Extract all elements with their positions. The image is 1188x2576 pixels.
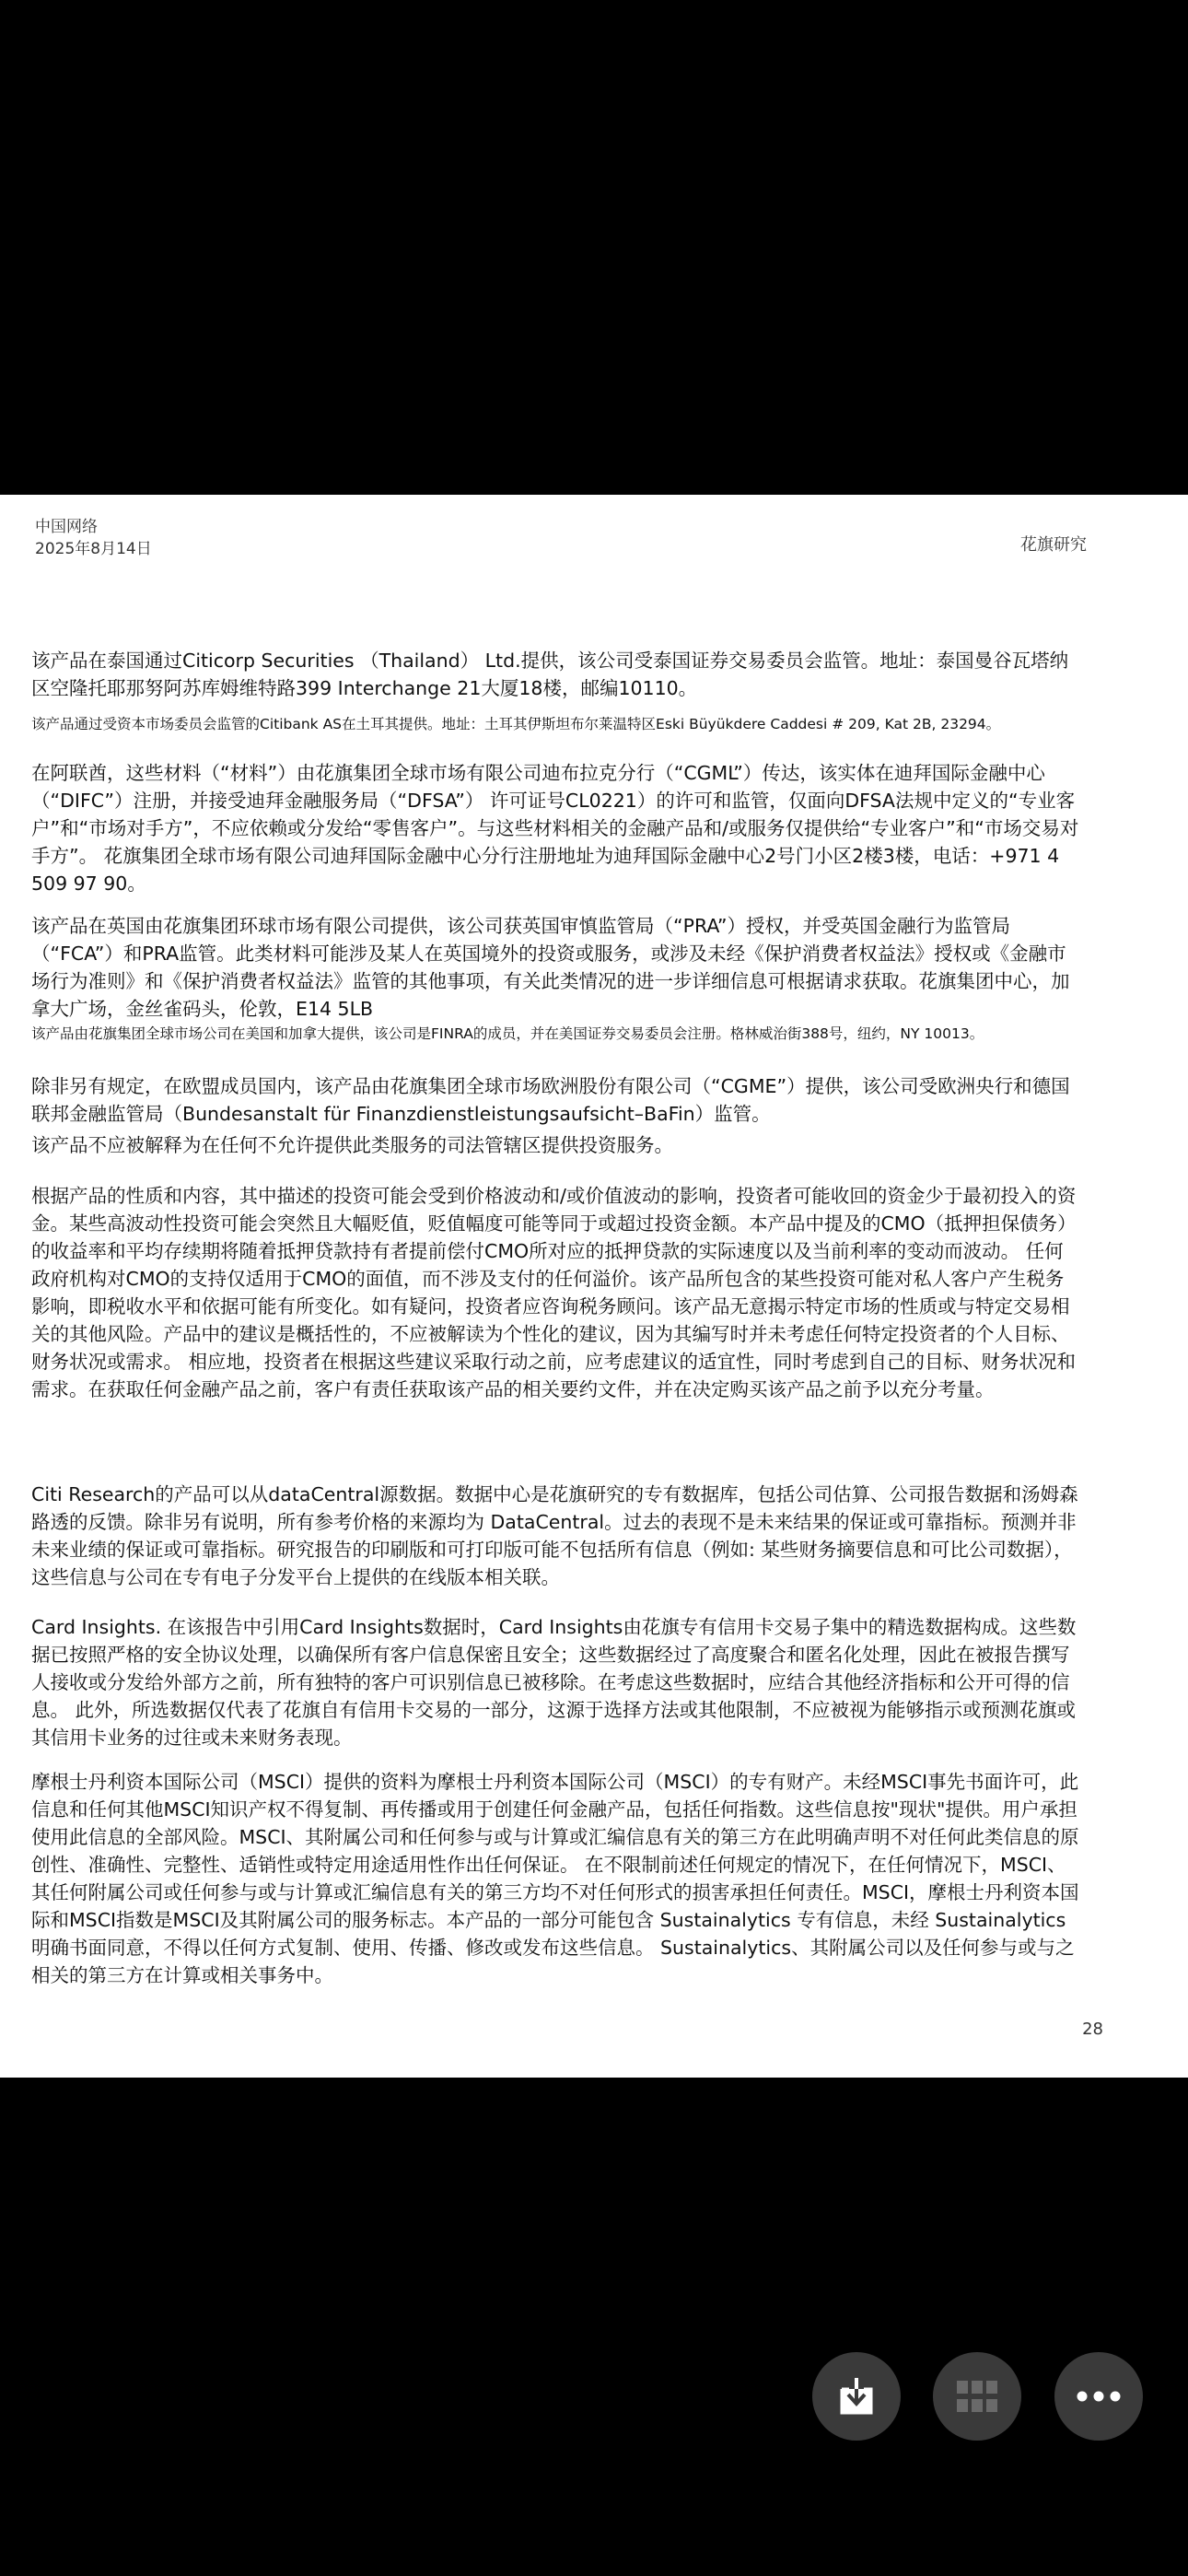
paragraph-uae: 在阿联酋，这些材料（“材料”）由花旗集团全球市场有限公司迪布拉克分行（“CGML”）传达，该实体在迪拜国际金融中心（“DIFC”）注册，并接受迪拜金融服务局（“DFSA”） 许可证号CL0221）的许可和监管，仅面向DFSA法规中定义的“专业客户”和“市场对手方”，不应依赖或分发给“零售客户”。与这些材料相关的金融产品和/或服务仅提供给“专业客户”和“市场交易对手方”。 花旗集团全球市场有限公司迪拜国际金融中心分行注册地址为迪拜国际金融中心2号门小区2楼3楼，电话：+971 4 509 97 90。 <box>31 762 1079 895</box>
page-number: 28 <box>1082 2020 1103 2039</box>
document-page <box>0 495 1188 2078</box>
header-publisher: 花旗研究 <box>1020 535 1087 555</box>
grid-view-icon <box>957 2381 997 2412</box>
page-header-left <box>35 516 152 560</box>
paragraph-us-canada: 该产品由花旗集团全球市场公司在美国和加拿大提供，该公司是FINRA的成员，并在美国证券交易委员会注册。格林威治街388号，纽约，NY 10013。 <box>31 1025 984 1042</box>
header-date: 2025年8月14日 <box>35 540 152 558</box>
save-to-device-icon <box>836 2376 877 2417</box>
paragraph-thailand: 该产品在泰国通过Citicorp Securities （Thailand） Ltd.提供，该公司受泰国证券交易委员会监管。地址：泰国曼谷瓦塔纳区空隆托耶那努阿苏库姆维特路399 Interchange 21大厦18楼，邮编10110。 <box>31 650 1069 699</box>
paragraph-citi-research: Citi Research的产品可以从dataCentral源数据。数据中心是花旗研究的专有数据库，包括公司估算、公司报告数据和汤姆森路透的反馈。除非另有说明，所有参考价格的来源均为 DataCentral。过去的表现不是未来结果的保证或可靠指标。预测并非未来业绩的保证或可靠指标。研究报告的印刷版和可打印版可能不包括所有信息（例如: 某些财务摘要信息和可比公司数据），这些信息与公司在专有电子分发平台上提供的在线版本相关联。 <box>31 1483 1078 1588</box>
paragraph-risk: 根据产品的性质和内容，其中描述的投资可能会受到价格波动和/或价值波动的影响，投资者可能收回的资金少于最初投入的资金。某些高波动性投资可能会突然且大幅贬值，贬值幅度可能等同于或超过投资金额。本产品中提及的CMO（抵押担保债务）的收益率和平均存续期将随着抵押贷款持有者提前偿付CMO所对应的抵押贷款的实际速度以及当前利率的变动而波动。 任何政府机构对CMO的支持仅适用于CMO的面值，而不涉及支付的任何溢价。该产品所包含的某些投资可能对私人客户产生税务影响，即税收水平和依据可能有所变化。如有疑问，投资者应咨询税务顾问。该产品无意揭示特定市场的性质或与特定交易相关的其他风险。产品中的建议是概括性的，不应被解读为个性化的建议，因为其编写时并未考虑任何特定投资者的个人目标、财务状况或需求。 相应地，投资者在根据这些建议采取行动之前，应考虑建议的适宜性，同时考虑到自己的目标、财务状况和需求。在获取任何金融产品之前，客户有责任获取该产品的相关要约文件，并在决定购买该产品之前予以充分考量。 <box>31 1185 1077 1400</box>
paragraph-eu: 除非另有规定，在欧盟成员国内，该产品由花旗集团全球市场欧洲股份有限公司（“CGME”）提供，该公司受欧洲央行和德国联邦金融监管局（Bundesanstalt für Finanzdienstleistungsaufsicht–BaFin）监管。 <box>31 1075 1070 1125</box>
save-button[interactable] <box>812 2352 901 2441</box>
paragraph-uk: 该产品在英国由花旗集团环球市场有限公司提供，该公司获英国审慎监管局（“PRA”）授权，并受英国金融行为监管局（“FCA”）和PRA监管。此类材料可能涉及某人在英国境外的投资或服务，或涉及未经《保护消费者权益法》授权或《金融市场行为准则》和《保护消费者权益法》监管的其他事项，有关此类情况的进一步详细信息可根据请求获取。花旗集团中心，加拿大广场，金丝雀码头，伦敦，E14 5LB <box>31 915 1070 1020</box>
grid-view-button[interactable] <box>933 2352 1021 2441</box>
more-options-button[interactable] <box>1054 2352 1143 2441</box>
paragraph-card-insights: Card Insights. 在该报告中引用Card Insights数据时，Card Insights由花旗专有信用卡交易子集中的精选数据构成。这些数据已按照严格的安全协议处理，以确保所有客户信息保密且安全；这些数据经过了高度聚合和匿名化处理，因此在被报告撰写人接收或分发给外部方之前，所有独特的客户可识别信息已被移除。在考虑这些数据时，应结合其他经济指标和公开可得的信息。 此外，所选数据仅代表了花旗自有信用卡交易的一部分，这源于选择方法或其他限制，不应被视为能够指示或预测花旗或其信用卡业务的过往或未来财务表现。 <box>31 1616 1077 1749</box>
paragraph-turkey: 该产品通过受资本市场委员会监管的Citibank AS在土耳其提供。地址：土耳其伊斯坦布尔莱温特区Eski Büyükdere Caddesi # 209, Kat 2B, 23294。 <box>31 716 1001 732</box>
header-source: 中国网络 <box>35 518 98 536</box>
more-options-icon <box>1077 2391 1121 2402</box>
paragraph-msci: 摩根士丹利资本国际公司（MSCI）提供的资料为摩根士丹利资本国际公司（MSCI）的专有财产。未经MSCI事先书面许可，此信息和任何其他MSCI知识产权不得复制、再传播或用于创建任何金融产品，包括任何指数。这些信息按"现状"提供。用户承担使用此信息的全部风险。MSCI、其附属公司和任何参与或与计算或汇编信息有关的第三方在此明确声明不对任何此类信息的原创性、准确性、完整性、适销性或特定用途适用性作出任何保证。 在不限制前述任何规定的情况下，在任何情况下，MSCI、其任何附属公司或任何参与或与计算或汇编信息有关的第三方均不对任何形式的损害承担任何责任。MSCI，摩根士丹利资本国际和MSCI指数是MSCI及其附属公司的服务标志。本产品的一部分可能包含 Sustainalytics 专有信息，未经 Sustainalytics 明确书面同意，不得以任何方式复制、使用、传播、修改或发布这些信息。 Sustainalytics、其附属公司以及任何参与或与之相关的第三方在计算或相关事务中。 <box>31 1771 1079 1986</box>
paragraph-jurisdiction: 该产品不应被解释为在任何不允许提供此类服务的司法管辖区提供投资服务。 <box>31 1134 673 1156</box>
